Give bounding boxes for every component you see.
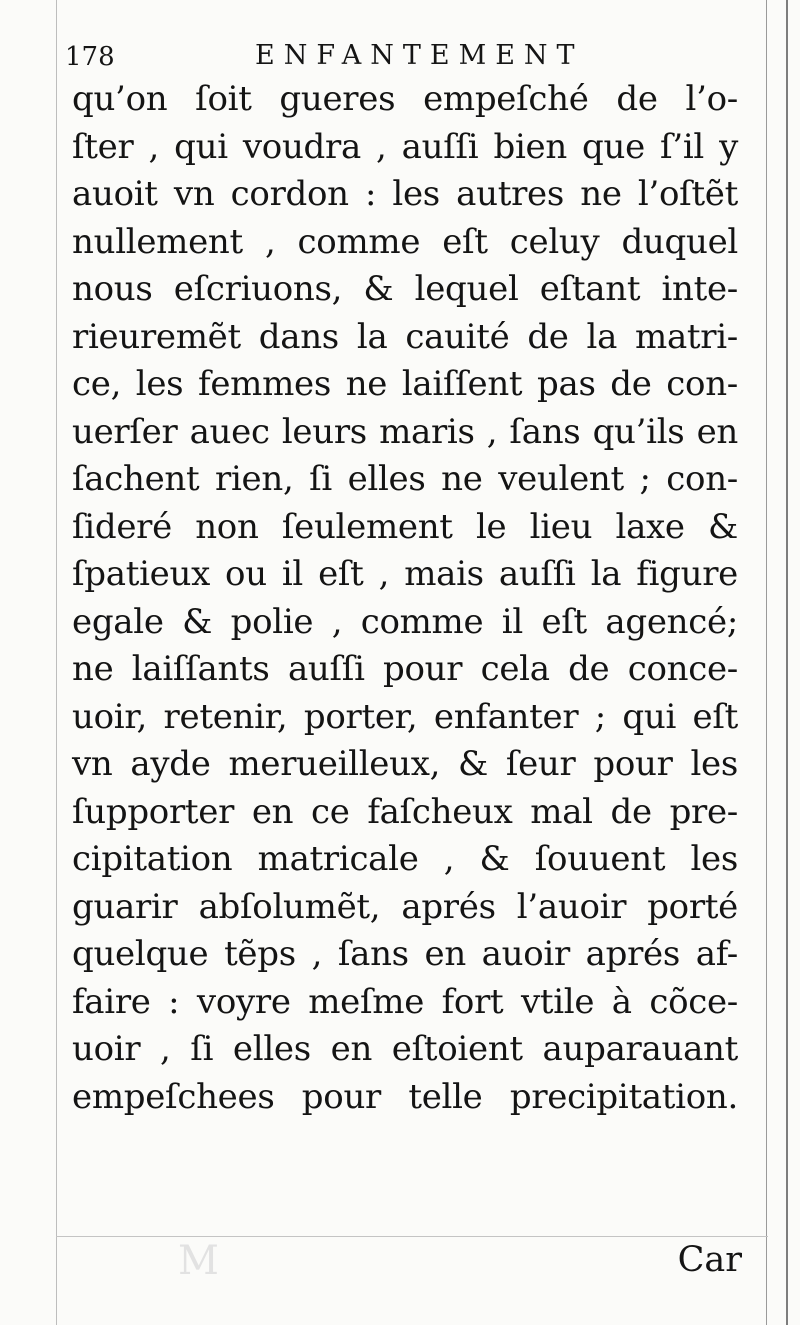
- text-line: ſupporter en ce faſcheux mal de pre-: [72, 791, 738, 832]
- text-line: ſpatieux ou il eſt , mais auſſi la figure: [72, 554, 738, 594]
- text-line: ne laiſſants auſſi pour cela de conce-: [72, 649, 738, 689]
- body-text: [72, 76, 762, 1121]
- text-line: vn ayde merueilleux, & ſeur pour les: [72, 744, 738, 784]
- page-number: 178: [65, 42, 115, 72]
- text-line: uoir, retenir, porter, enfanter ; qui eſt: [72, 696, 738, 737]
- text-line: empeſchees pour telle precipitation.: [72, 1076, 738, 1117]
- text-line: cipitation matricale , & ſouuent les: [72, 839, 738, 879]
- page-edge-line: [766, 0, 767, 1325]
- text-line: ce, les femmes ne laiſſent pas de con-: [72, 364, 738, 404]
- running-title: ENFANTEMENT: [255, 40, 584, 71]
- text-line: nullement , comme eſt celuy duquel: [72, 221, 738, 262]
- text-line: ſter , qui voudra , auſſi bien que ſ’il y: [72, 126, 738, 167]
- page-header: [60, 34, 760, 74]
- show-through-mark: M: [178, 1238, 219, 1284]
- text-line: faire : voyre meſme fort vtile à cõce-: [72, 981, 738, 1022]
- text-line: ſachent rien, ſi elles ne veulent ; con-: [72, 459, 738, 499]
- gutter-edge: [56, 0, 57, 1325]
- text-line: uerſer auec leurs maris , ſans qu’ils en: [72, 411, 738, 452]
- text-line: rieuremẽt dans la cauité de la matri-: [72, 316, 738, 357]
- bottom-rule: [56, 1236, 768, 1237]
- text-line: egale & polie , comme il eſt agencé;: [72, 601, 738, 642]
- text-line: nous eſcriuons, & lequel eſtant inte-: [72, 269, 738, 309]
- text-line: guarir abſolumẽt, aprés l’auoir porté: [72, 886, 738, 927]
- text-line: qu’on ſoit gueres empeſché de l’o-: [72, 79, 738, 119]
- text-line: ſideré non ſeulement le lieu laxe &: [72, 506, 738, 547]
- page-edge-shadow: [786, 0, 788, 1325]
- text-line: uoir , ſi elles en eſtoient auparauant: [72, 1029, 738, 1069]
- catchword: Car: [677, 1240, 742, 1280]
- text-line: quelque tẽps , ſans en auoir aprés af-: [72, 934, 738, 974]
- text-line: auoit vn cordon : les autres ne l’oſtẽt: [72, 174, 738, 214]
